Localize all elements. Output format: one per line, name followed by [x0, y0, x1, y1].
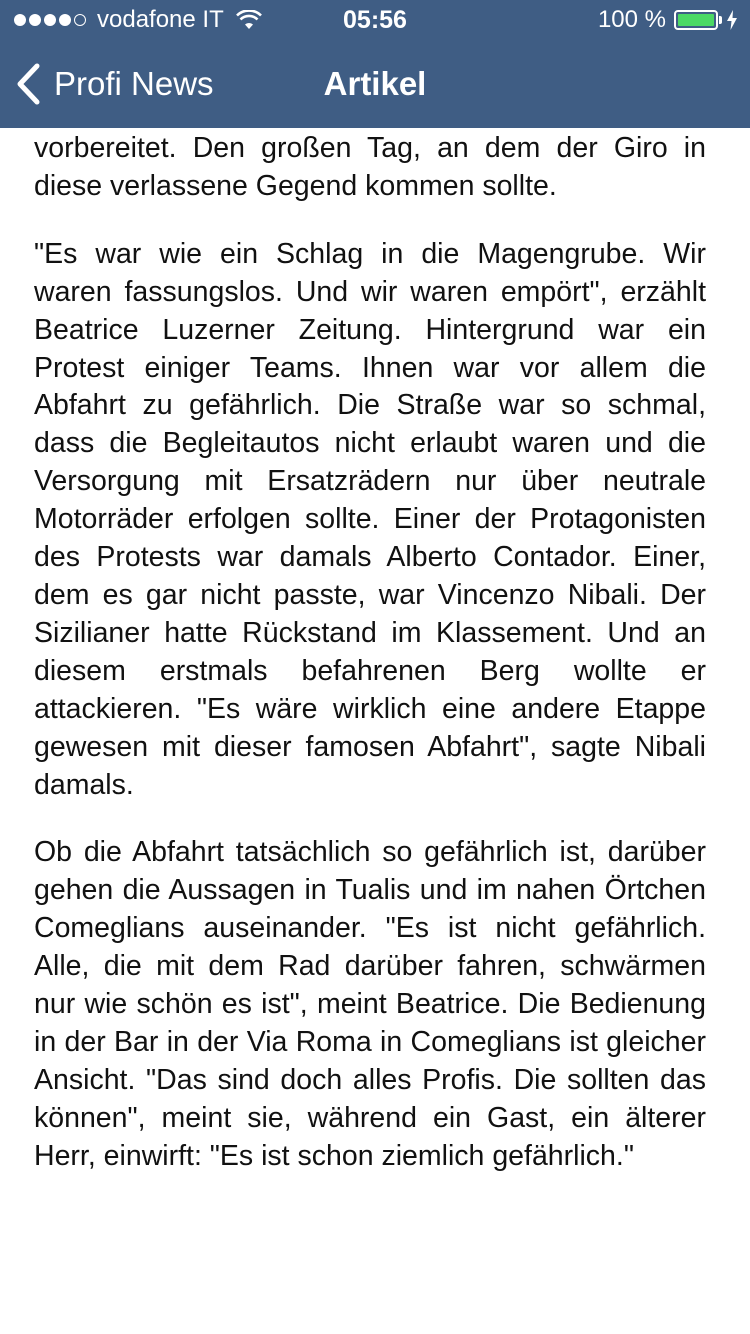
back-button-label: Profi News [54, 65, 214, 102]
battery-icon [674, 10, 718, 30]
article-paragraph: Ob die Abfahrt tatsächlich so gefährlich ist, darüber gehen die Aussagen in Tualis und im nahen Örtchen Comeglians auseinander. "Es ist nicht gefährlich. Alle, die mit dem Rad darüber fahren, schwärmen nur wie schön es ist", meint Beatrice. Die Bedienung in der Bar in der Via Roma in Comeglians ist gleicher Ansicht. "Das sind doch alles Profis. Die sollten das können", meint sie, während ein Gast, ein älterer Herr, einwirft: "Es ist schon ziemlich gefährlich." [34, 836, 706, 1172]
article-body [34, 128, 706, 1176]
battery-percent: 100 % [597, 6, 666, 33]
navigation-bar [0, 40, 750, 128]
status-time: 05:56 [343, 6, 407, 34]
article-paragraph: vorbereitet. Den großen Tag, an dem der Giro in diese verlassene Gegend kommen sollte. [34, 132, 706, 202]
status-right [598, 0, 738, 40]
charging-bolt-icon [726, 10, 738, 30]
page-title: Artikel [323, 65, 427, 102]
battery-cap-icon [719, 16, 722, 24]
article-paragraph: "Es war wie ein Schlag in die Magengrube. Wir waren fassungslos. Und wir waren empört", erzählt Beatrice Luzerner Zeitung. Hintergrund war ein Protest einiger Teams. Ihnen war vor allem die Abfahrt zu gefährlich. Die Straße war so schmal, dass die Begleitautos nicht erlaubt waren und die Versorgung mit Ersatzrädern nur über neutrale Motorräder erfolgen sollte. Einer der Protagonisten des Protests war damals Alberto Contador. Einer, dem es gar nicht passte, war Vincenzo Nibali. Der Sizilianer hatte Rückstand im Klassement. Und an diesem erstmals befahrenen Berg wollte er attackieren. "Es wäre wirklich eine andere Etappe gewesen mit dieser famosen Abfahrt", sagte Nibali damals. [34, 237, 706, 801]
carrier-name: vodafone IT [97, 6, 224, 33]
top-bar [0, 0, 750, 128]
status-bar [0, 0, 750, 40]
battery-fill [678, 14, 714, 26]
